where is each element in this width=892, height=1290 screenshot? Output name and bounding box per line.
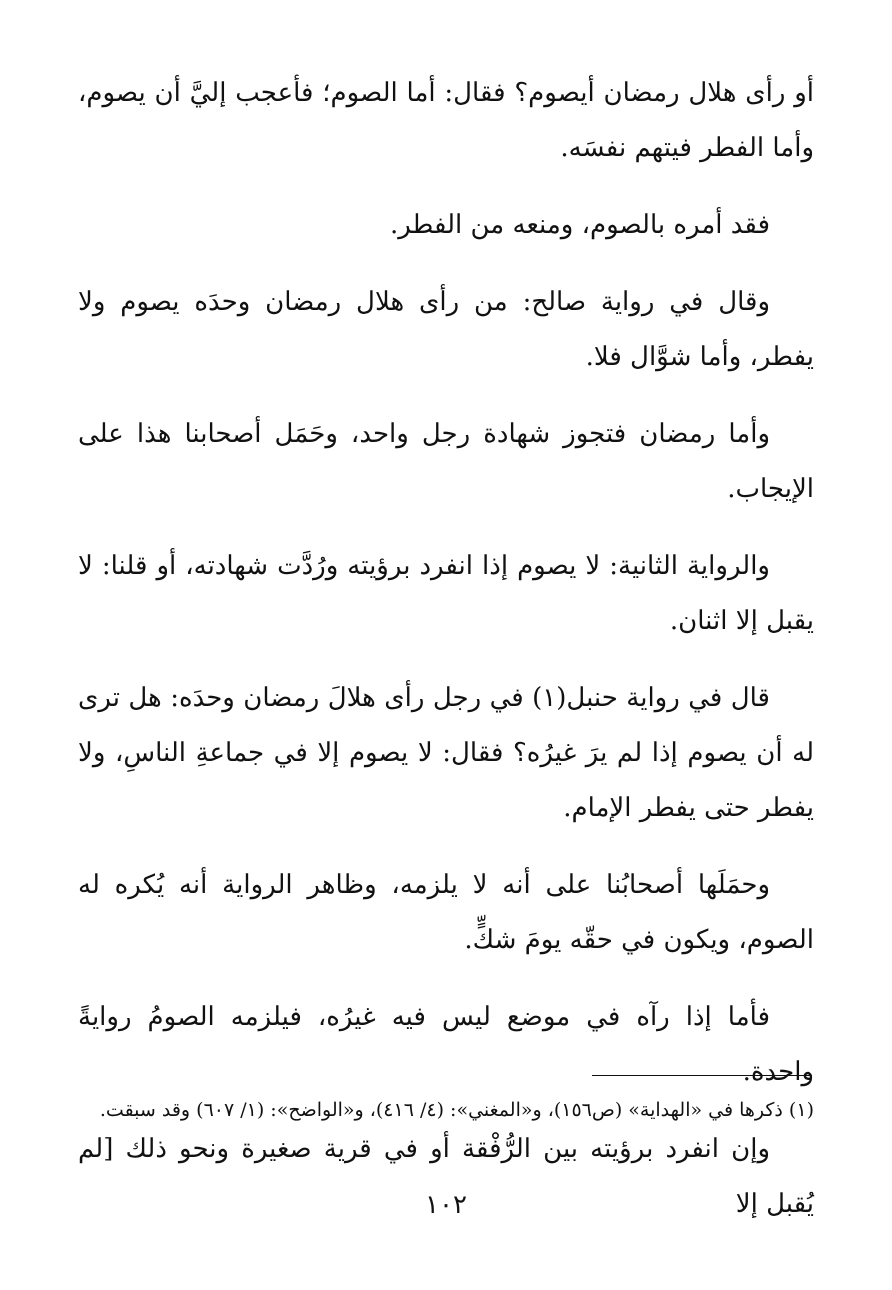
footnote-separator (592, 1075, 812, 1076)
footnote (78, 1089, 814, 1132)
paragraph-9: وإن انفرد برؤيته بين الرُّفْقة أو في قرية صغيرة ونحو ذلك [لم يُقبل إلا (78, 1134, 814, 1219)
paragraph-6: قال في رواية حنبل(١) في رجل رأى هلالَ رمضان وحدَه: هل ترى له أن يصوم إذا لم يرَ غيرُه؟ فقال: لا يصوم إلا في جماعةِ الناسِ، ولا يفطر حتى يفطر الإمام. (78, 683, 814, 823)
paragraph-4: وأما رمضان فتجوز شهادة رجل واحد، وحَمَل أصحابنا هذا على الإيجاب. (78, 419, 814, 504)
paragraph-2: فقد أمره بالصوم، ومنعه من الفطر. (390, 210, 770, 240)
paragraph-5: والرواية الثانية: لا يصوم إذا انفرد برؤيته ورُدَّت شهادته، أو قلنا: لا يقبل إلا اثنان. (78, 551, 814, 636)
paragraph-8: فأما إذا رآه في موضع ليس فيه غيرُه، فيلزمه الصومُ روايةً واحدة. (78, 1002, 814, 1087)
footnote-1: (١) ذكرها في «الهداية» (ص١٥٦)، و«المغني»: (٤/ ٤١٦)، و«الواضح»: (١/ ٦٠٧) وقد سبقت. (99, 1099, 814, 1121)
paragraph-3: وقال في رواية صالح: من رأى هلال رمضان وحدَه يصوم ولا يفطر، وأما شوَّال فلا. (78, 287, 814, 372)
paragraph-7: وحمَلَها أصحابُنا على أنه لا يلزمه، وظاهر الرواية أنه يُكره له الصوم، ويكون في حقّه يومَ شكٍّ. (78, 870, 814, 955)
page-number: ١٠٢ (425, 1190, 467, 1220)
paragraph-1: أو رأى هلال رمضان أيصوم؟ فقال: أما الصوم؛ فأعجب إليَّ أن يصوم، وأما الفطر فيتهم نفسَه. (78, 78, 814, 163)
